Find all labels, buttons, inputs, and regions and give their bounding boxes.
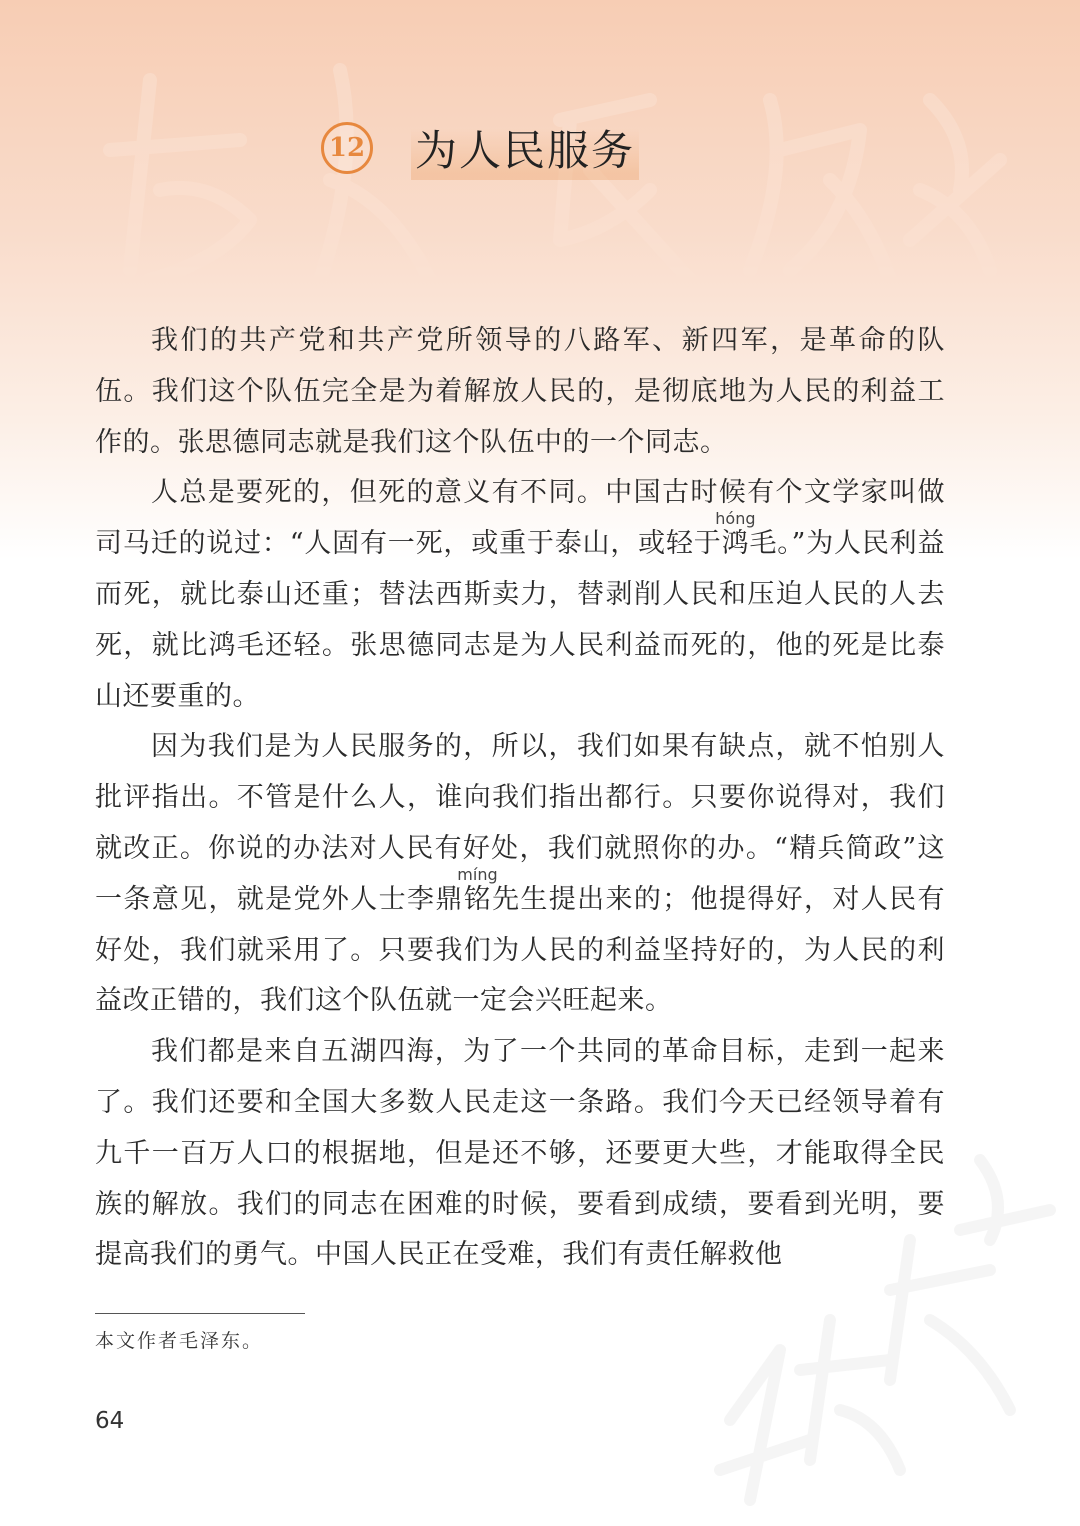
paragraph-text: 因为我们是为人民服务的，所以，我们如果有缺点，就不怕别人批评指出。不管是什么人，谁向我们指出都行。只要你说得对，我们就改正。你说的办法对人民有好处，我们就照你的办。“精兵简政”这一条意见，就是党外人士李鼎 — [95, 731, 945, 915]
page-number: 64 — [95, 1408, 125, 1434]
lesson-number-badge: 12 — [321, 122, 373, 174]
lesson-title: 为人民服务 — [411, 116, 639, 180]
paragraph-text: 毛。”为人民利益而死，就比泰山还重；替法西斯卖力，替剥削人民和压迫人民的人去死，就比鸿毛还轻。张思德同志是为人民利益而死的，他的死是比泰山还要重的。 — [95, 528, 945, 712]
pinyin-label: hóng — [715, 509, 756, 529]
paragraph-text: 先生提出来的；他提得好，对人民有好处，我们就采用了。只要我们为人民的利益坚持好的，为人民的利益改正错的，我们这个队伍就一定会兴旺起来。 — [95, 883, 945, 1017]
lesson-header — [0, 118, 1080, 178]
article-body — [95, 316, 945, 1281]
paragraph-text: 人总是要死的，但死的意义有不同。中国古时候有个文学家叫做司马迁的说过：“人固有一死，或重于泰山，或轻于 — [95, 477, 945, 560]
pinyin-annotated-char: 铭míng — [457, 864, 498, 915]
paragraph-1: 我们的共产党和共产党所领导的八路军、新四军，是革命的队伍。我们这个队伍完全是为着解放人民的，是彻底地为人民的利益工作的。张思德同志就是我们这个队伍中的一个同志。 — [95, 325, 945, 458]
paragraph-4: 我们都是来自五湖四海，为了一个共同的革命目标，走到一起来了。我们还要和全国大多数人民走这一条路。我们今天已经领导着有九千一百万人口的根据地，但是还不够，还要更大些，才能取得全民族的解放。我们的同志在困难的时候，要看到成绩，要看到光明，要提高我们的勇气。中国人民正在受难，我们有责任解救他 — [95, 1036, 945, 1271]
footnote-divider — [95, 1313, 305, 1314]
pinyin-label: míng — [457, 864, 498, 884]
paragraph-2 — [95, 468, 945, 722]
paragraph-3 — [95, 722, 945, 1027]
footnote: 本文作者毛泽东。 — [95, 1330, 264, 1352]
pinyin-annotated-char: 鸿hóng — [715, 509, 756, 560]
